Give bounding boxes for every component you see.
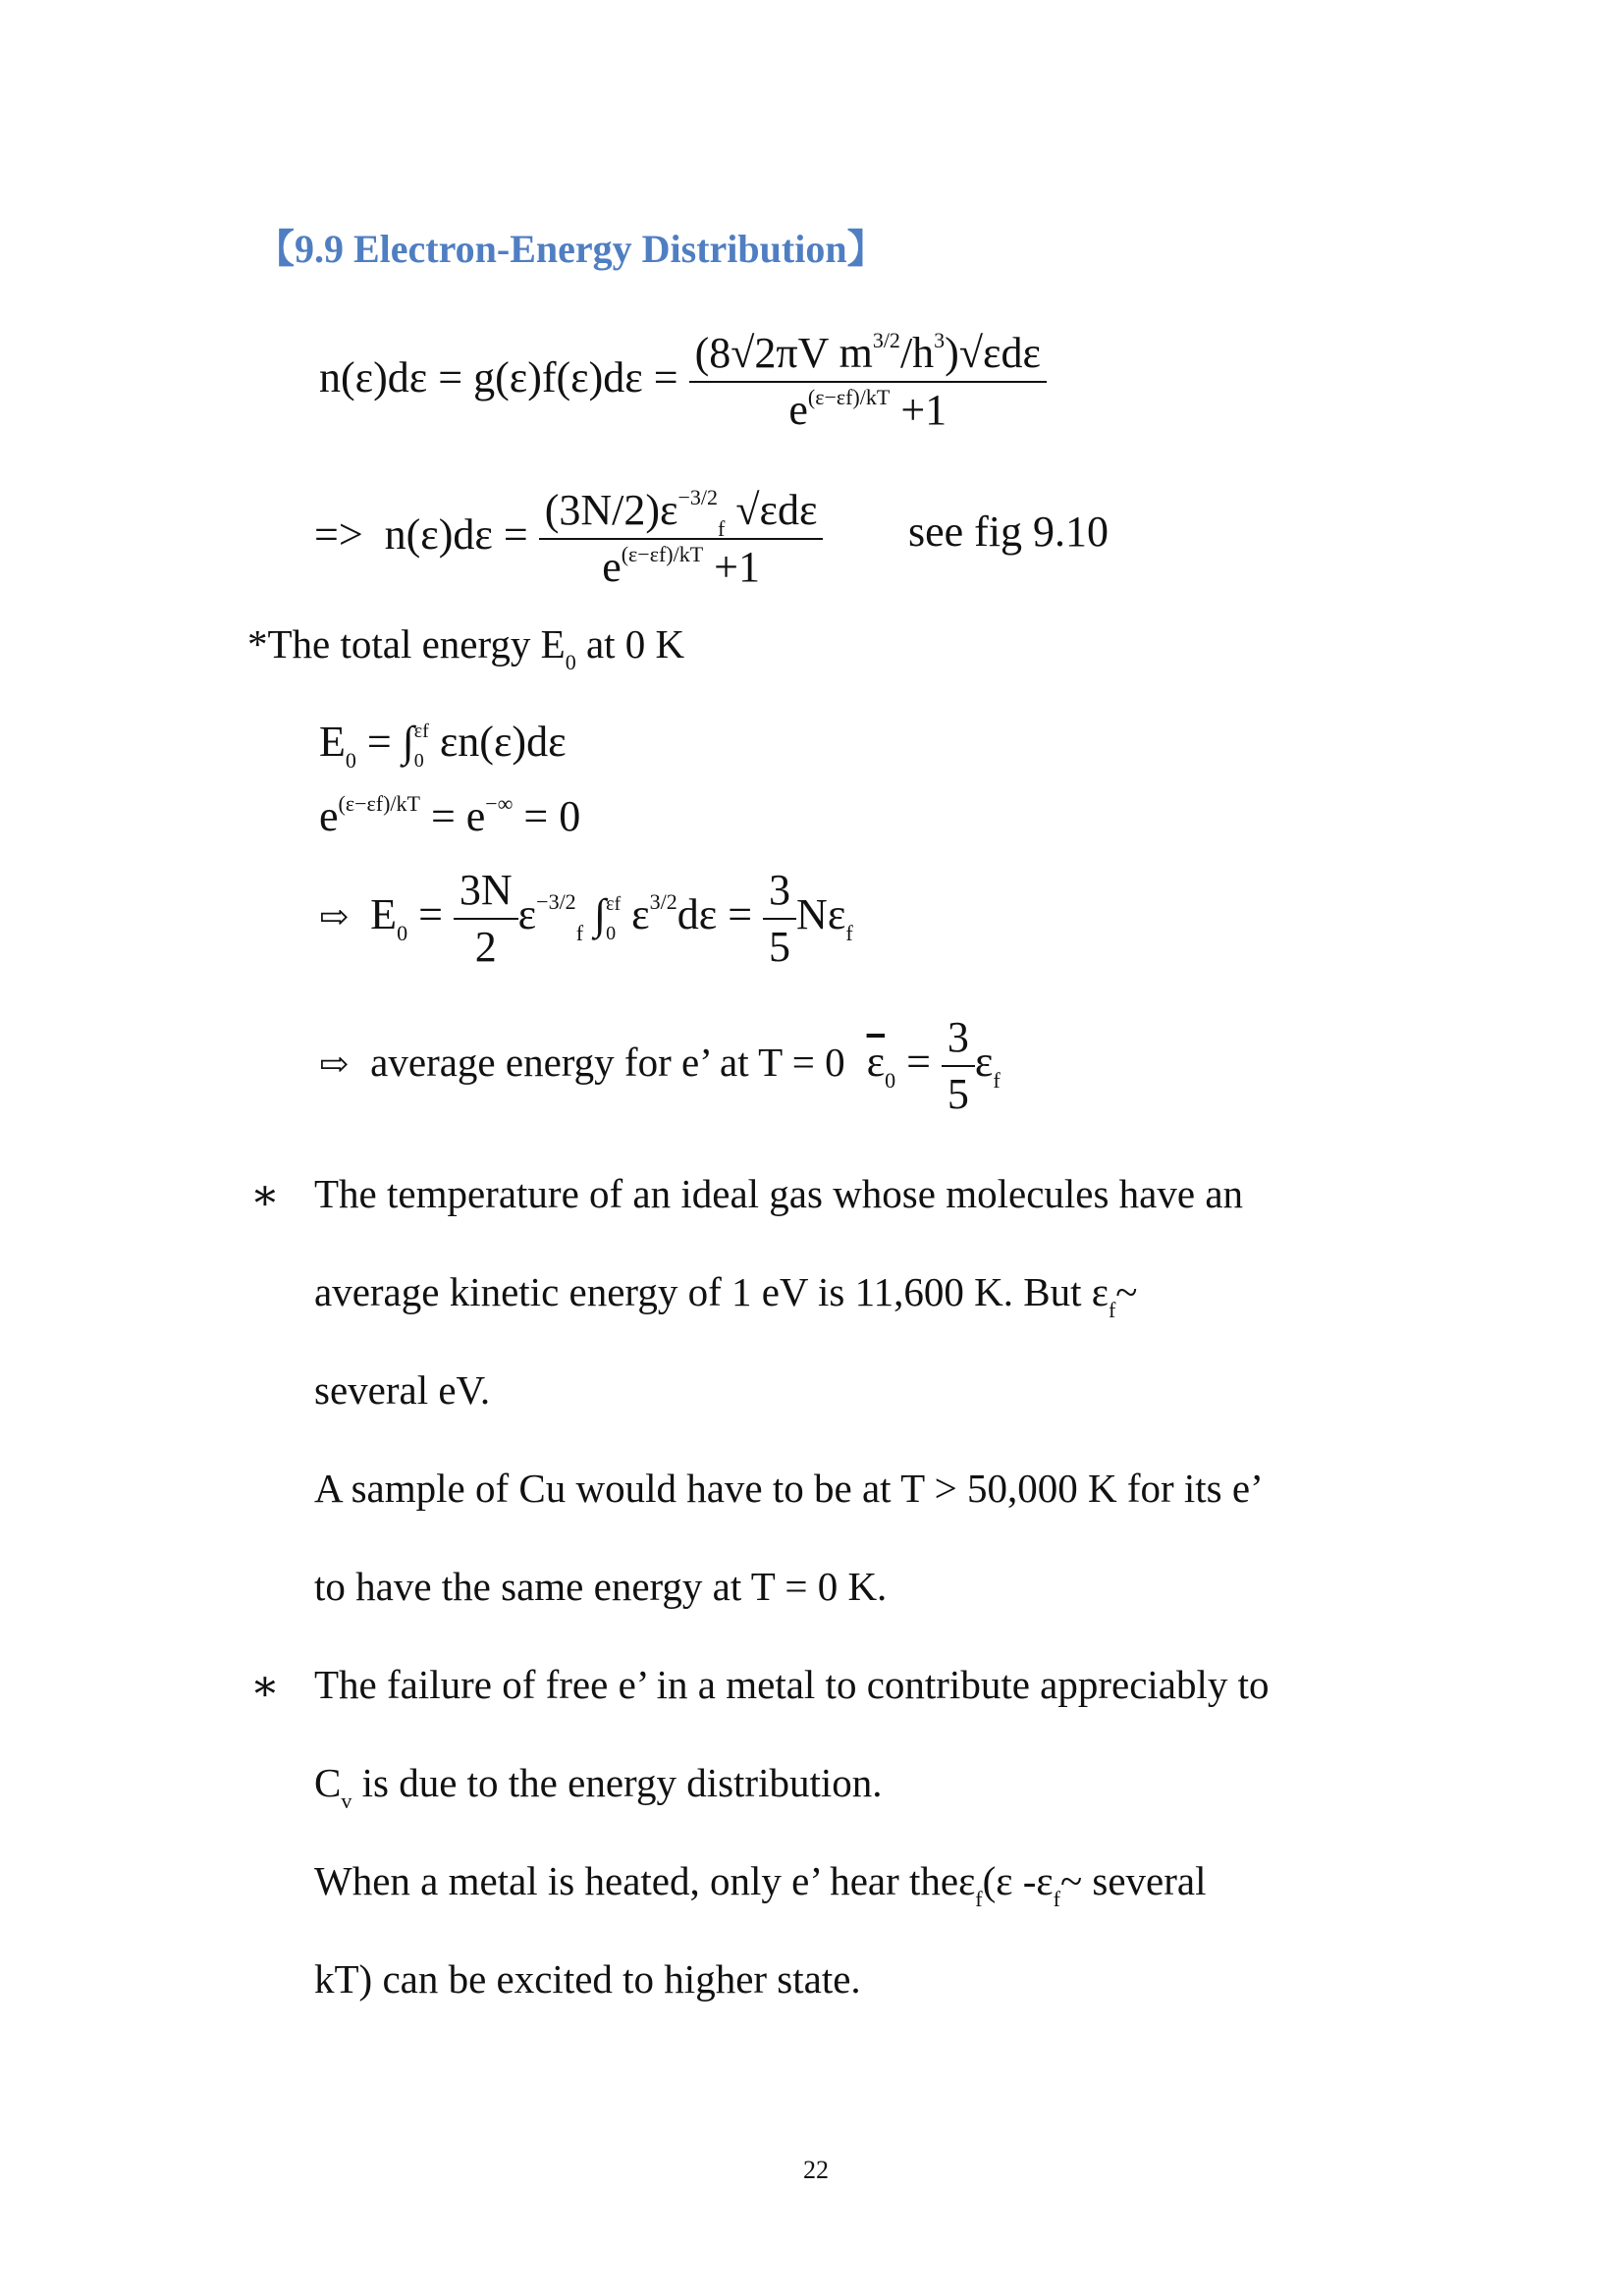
p1-line-3: several eV.: [314, 1367, 491, 1413]
p1-line-4: A sample of Cu would have to be at T > 50,000 K for its e’: [314, 1466, 1264, 1511]
equation-4: $e^{(\varepsilon-\varepsilon f)/kT} = e^{-\infty} = 0$: [319, 791, 581, 840]
equation-6: ⇨ average energy for e’ at T = 0 $\overline{\varepsilon}_0$ = $\frac{3}{5}$ $\varepsilon_f$: [319, 1013, 1001, 1118]
eq2-note: see fig 9.10: [908, 507, 1110, 556]
arrow-icon: ⇨: [319, 1044, 350, 1085]
eq1-lhs: n(ε)dε = g(ε)f(ε)dε =: [319, 353, 678, 402]
section-title: 【9.9 Electron-Energy Distribution】: [255, 227, 887, 271]
eq2-prefix: =>: [314, 510, 363, 560]
eq5-fraction-1: $\frac{3N}{2}$: [454, 869, 518, 969]
equation-3: $E_0$ = ∫ εf 0 εn(ε)dε: [319, 718, 567, 774]
p2-line-3: When a metal is heated, only e’ hear theε$_f$(ε $-\varepsilon_f\sim$ several: [314, 1858, 1207, 1911]
eq2-lhs: n(ε)dε =: [384, 510, 528, 560]
bullet-star-icon: ∗: [250, 1171, 280, 1219]
equation-5: ⇨ $E_0$ = $\frac{3N}{2}$ $\varepsilon^{-3/2}_f$ ∫ εf 0 $\varepsilon^{3/2}d\varepsilon$ = $\frac{3}{5}$ $N\varepsilon_f$: [319, 866, 853, 971]
eq1-denominator: $e^{(\varepsilon-\varepsilon f)/kT} +1$: [788, 385, 947, 434]
p1-line-5: to have the same energy at T = 0 K.: [314, 1564, 888, 1609]
page-number: 22: [803, 2156, 829, 2184]
p2-line-4: kT) can be excited to higher state.: [314, 1956, 861, 2002]
eq6-fraction: $\frac{3}{5}$: [942, 1016, 975, 1116]
total-energy-intro: *The total energy $E_0$ at 0 K: [247, 621, 685, 674]
equation-1: [319, 328, 1047, 434]
eq2-fraction: [539, 485, 824, 591]
p2-line-2: $C_v$ is due to the energy distribution.: [314, 1760, 883, 1813]
eq2-denominator: $e^{(\varepsilon-\varepsilon f)/kT} +1$: [602, 542, 760, 591]
equation-2: [314, 485, 823, 591]
p1-line-1: The temperature of an ideal gas whose molecules have an: [314, 1171, 1244, 1216]
eq1-fraction: [689, 328, 1047, 434]
arrow-icon: ⇨: [319, 897, 350, 937]
eq1-numerator: (8√2πV $m^{3/2}/h^3)√\varepsilon d\varepsilon$: [689, 332, 1047, 383]
bullet-star-icon: ∗: [250, 1662, 280, 1710]
p2-line-1: The failure of free e’ in a metal to contribute appreciably to: [314, 1662, 1270, 1707]
p1-line-2: average kinetic energy of 1 eV is 11,600 K. But $\varepsilon_f\sim$: [314, 1269, 1138, 1322]
eq5-fraction-2: $\frac{3}{5}$: [763, 869, 796, 969]
eq2-numerator: $(3N/2)\varepsilon^{-3/2}_f$ √εdε: [539, 489, 824, 540]
